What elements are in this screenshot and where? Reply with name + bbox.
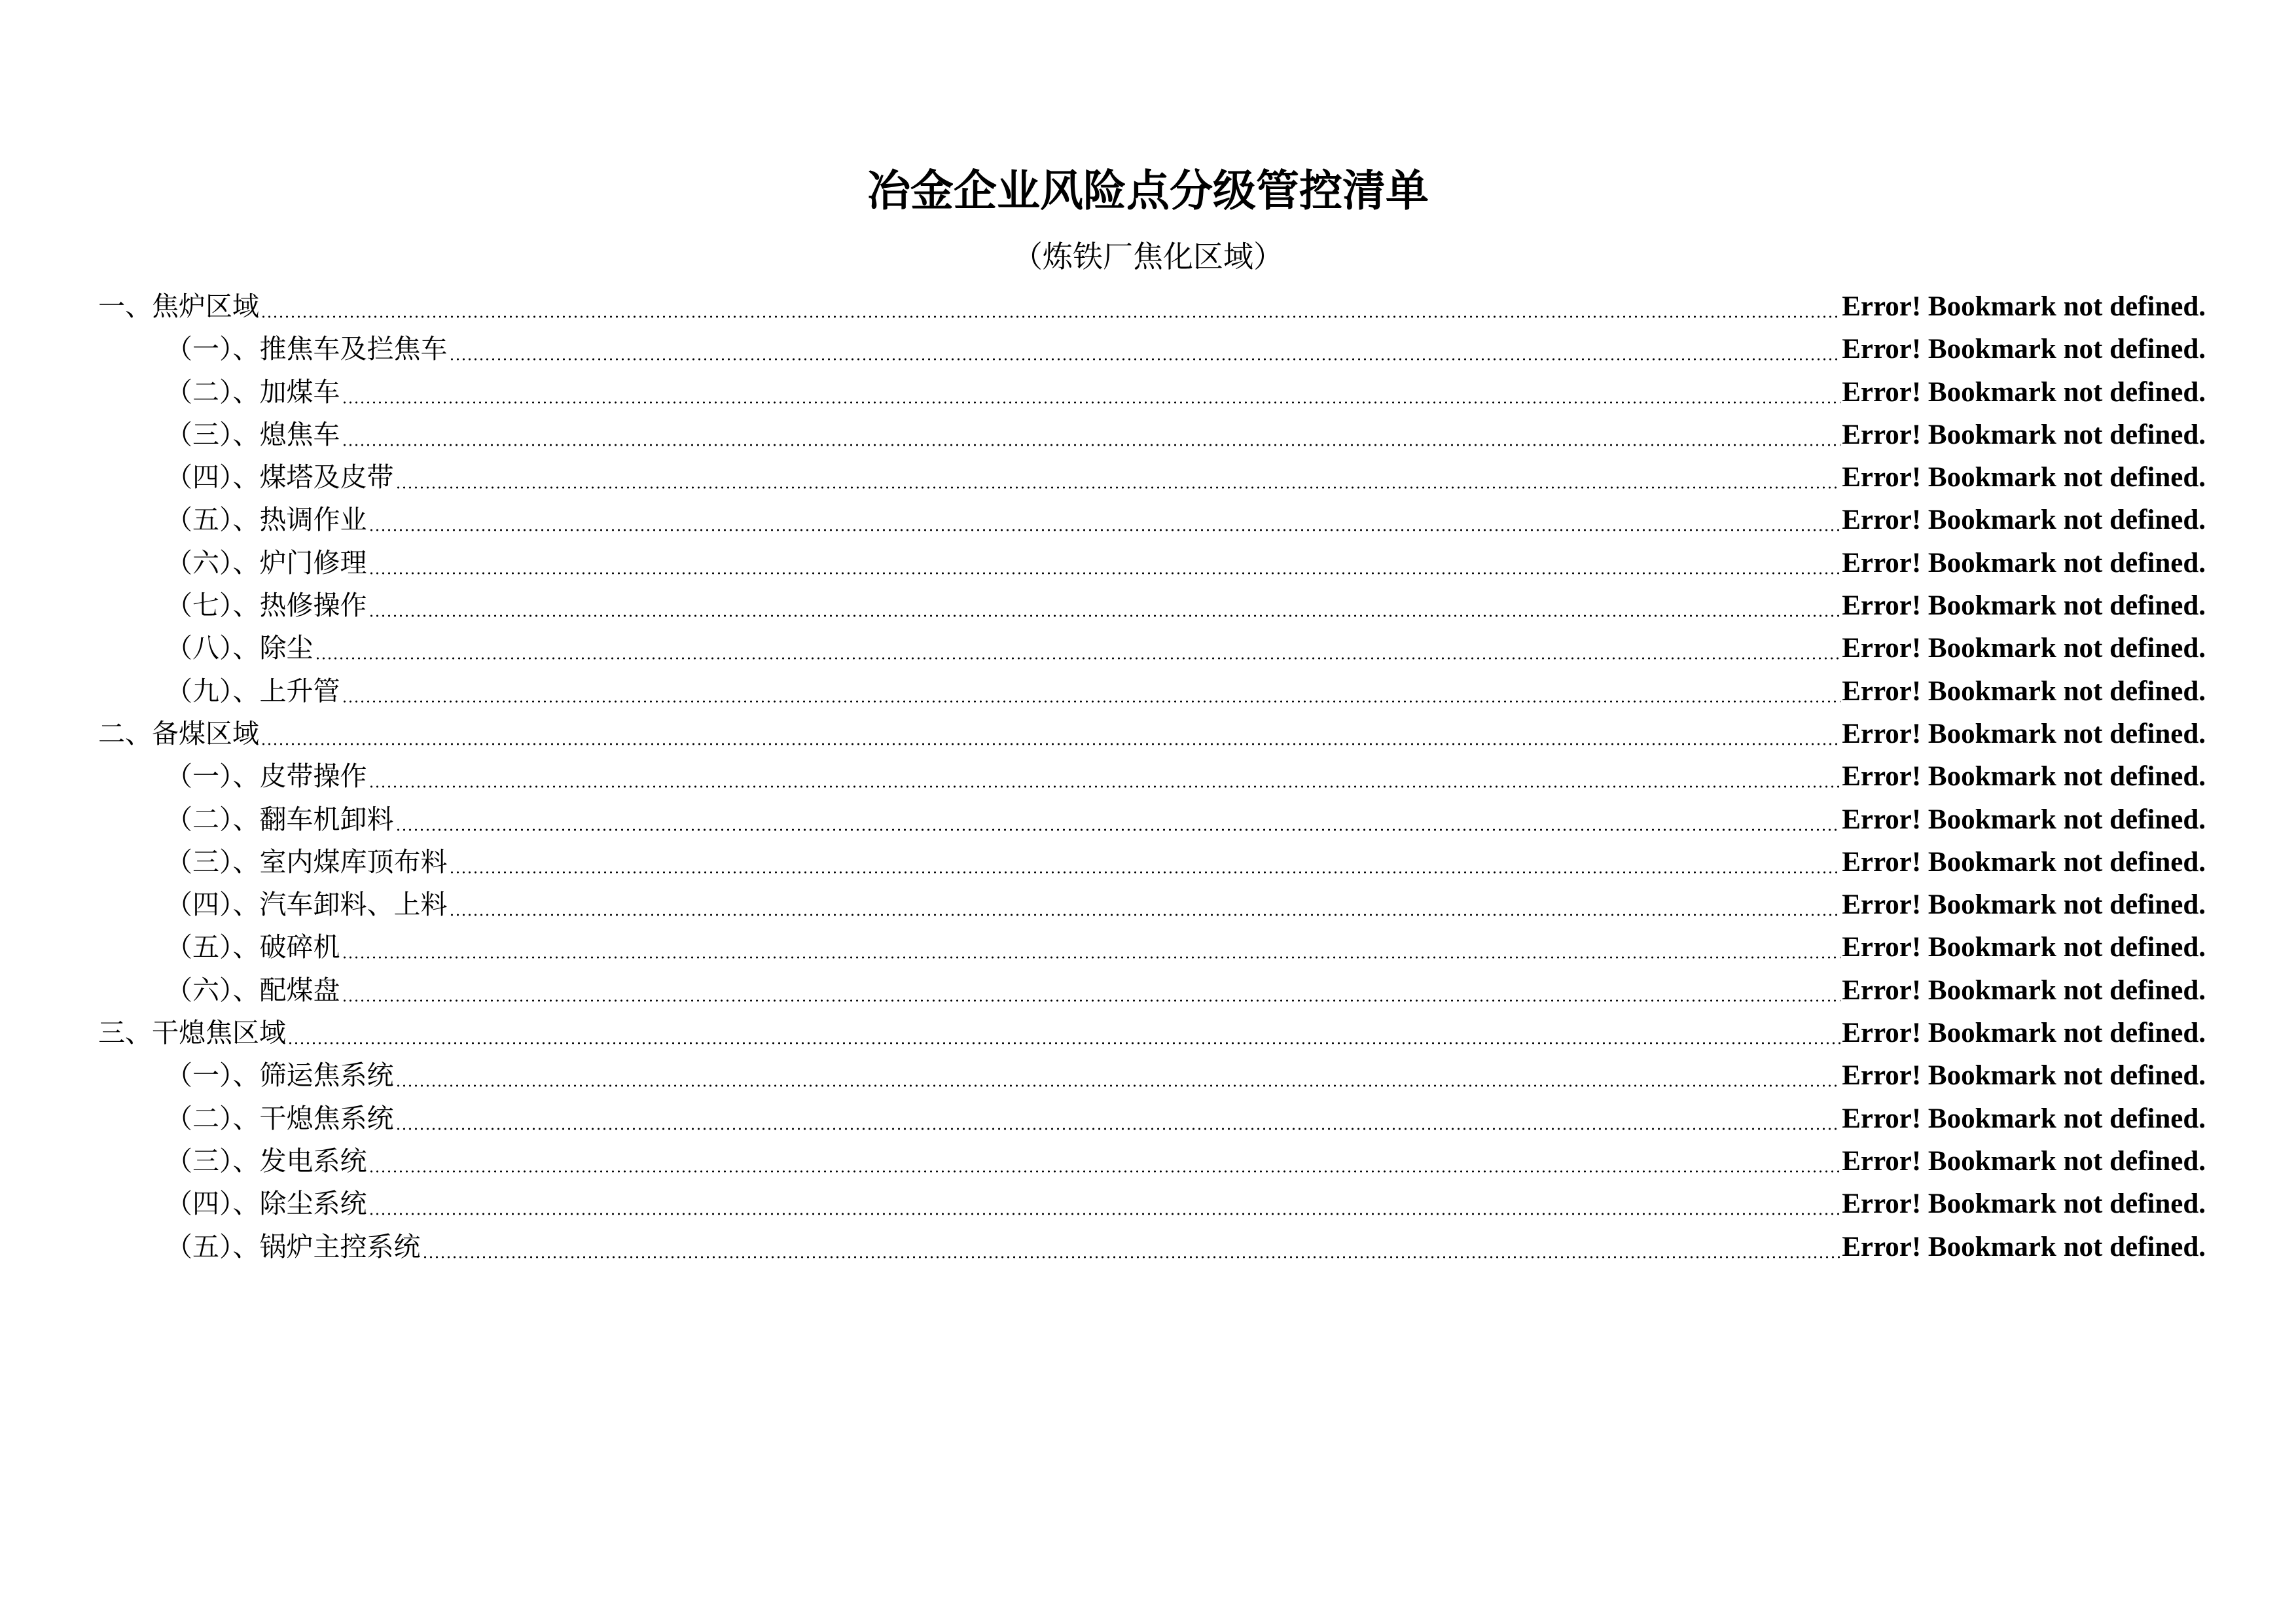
document-subtitle: （炼铁厂焦化区域） <box>1013 239 1283 274</box>
toc-entry-label: （六）、炉门修理 <box>166 546 367 579</box>
toc-dot-leader <box>315 627 1841 669</box>
toc-entry-label: （六）、配煤盘 <box>166 974 340 1006</box>
toc-page-reference: Error! Bookmark not defined. <box>1842 376 2206 408</box>
toc-entry-label: （一）、筛运焦系统 <box>166 1060 394 1092</box>
toc-subsection-entry[interactable] <box>98 1054 2206 1097</box>
toc-subsection-entry[interactable] <box>98 1097 2206 1140</box>
toc-page-reference: Error! Bookmark not defined. <box>1842 334 2206 365</box>
toc-entry-label: （四）、煤塔及皮带 <box>166 461 394 493</box>
toc-subsection-entry[interactable] <box>98 969 2206 1012</box>
toc-page-reference: Error! Bookmark not defined. <box>1842 1188 2206 1220</box>
toc-dot-leader <box>368 755 1841 798</box>
toc-dot-leader <box>395 798 1841 841</box>
toc-section-entry[interactable] <box>98 285 2206 328</box>
toc-dot-leader <box>342 371 1841 414</box>
toc-entry-label: （八）、除尘 <box>166 632 314 664</box>
toc-dot-leader <box>342 670 1841 713</box>
toc-page-reference: Error! Bookmark not defined. <box>1842 932 2206 963</box>
toc-dot-leader <box>422 1226 1841 1268</box>
toc-dot-leader <box>260 713 1840 755</box>
toc-dot-leader <box>449 883 1841 926</box>
toc-subsection-entry[interactable] <box>98 584 2206 627</box>
toc-subsection-entry[interactable] <box>98 798 2206 841</box>
toc-entry-label: （四）、汽车卸料、上料 <box>166 889 448 921</box>
toc-page-reference: Error! Bookmark not defined. <box>1842 419 2206 450</box>
toc-page-reference: Error! Bookmark not defined. <box>1842 291 2206 322</box>
toc-dot-leader <box>395 456 1841 499</box>
toc-subsection-entry[interactable] <box>98 883 2206 926</box>
toc-page-reference: Error! Bookmark not defined. <box>1842 761 2206 793</box>
document-title: 冶金企业风险点分级管控清单 <box>867 165 1429 216</box>
toc-page-reference: Error! Bookmark not defined. <box>1842 547 2206 579</box>
toc-entry-label: （一）、皮带操作 <box>166 760 367 793</box>
toc-subsection-entry[interactable] <box>98 670 2206 713</box>
toc-page-reference: Error! Bookmark not defined. <box>1842 633 2206 664</box>
toc-dot-leader <box>287 1012 1840 1054</box>
toc-page-reference: Error! Bookmark not defined. <box>1842 675 2206 707</box>
toc-dot-leader <box>395 1097 1841 1140</box>
toc-page-reference: Error! Bookmark not defined. <box>1842 1145 2206 1177</box>
toc-subsection-entry[interactable] <box>98 1226 2206 1268</box>
toc-subsection-entry[interactable] <box>98 1183 2206 1225</box>
toc-subsection-entry[interactable] <box>98 1140 2206 1183</box>
toc-entry-label: （四）、除尘系统 <box>166 1188 367 1220</box>
toc-entry-label: （二）、加煤车 <box>166 376 340 408</box>
toc-entry-label: （五）、热调作业 <box>166 504 367 536</box>
toc-page-reference: Error! Bookmark not defined. <box>1842 1103 2206 1134</box>
toc-page-reference: Error! Bookmark not defined. <box>1842 974 2206 1006</box>
toc-page-reference: Error! Bookmark not defined. <box>1842 718 2206 749</box>
toc-entry-label: 二、备煤区域 <box>98 717 259 749</box>
toc-section-entry[interactable] <box>98 713 2206 755</box>
toc-dot-leader <box>260 285 1840 328</box>
toc-page-reference: Error! Bookmark not defined. <box>1842 1018 2206 1049</box>
toc-subsection-entry[interactable] <box>98 456 2206 499</box>
toc-entry-label: （一）、推焦车及拦焦车 <box>166 333 448 365</box>
toc-entry-label: （二）、翻车机卸料 <box>166 803 394 835</box>
toc-page-reference: Error! Bookmark not defined. <box>1842 889 2206 921</box>
toc-subsection-entry[interactable] <box>98 542 2206 584</box>
toc-subsection-entry[interactable] <box>98 414 2206 456</box>
toc-entry-label: （三）、熄焦车 <box>166 418 340 450</box>
toc-dot-leader <box>342 926 1841 969</box>
table-of-contents <box>98 285 2206 1268</box>
toc-dot-leader <box>368 1183 1841 1225</box>
toc-page-reference: Error! Bookmark not defined. <box>1842 804 2206 835</box>
toc-page-reference: Error! Bookmark not defined. <box>1842 505 2206 536</box>
toc-page-reference: Error! Bookmark not defined. <box>1842 590 2206 622</box>
toc-subsection-entry[interactable] <box>98 627 2206 669</box>
toc-page-reference: Error! Bookmark not defined. <box>1842 846 2206 878</box>
toc-subsection-entry[interactable] <box>98 371 2206 414</box>
toc-page-reference: Error! Bookmark not defined. <box>1842 1060 2206 1092</box>
toc-page-reference: Error! Bookmark not defined. <box>1842 462 2206 493</box>
toc-entry-label: 三、干熄焦区域 <box>98 1017 286 1049</box>
toc-subsection-entry[interactable] <box>98 841 2206 883</box>
toc-dot-leader <box>449 841 1841 883</box>
toc-subsection-entry[interactable] <box>98 755 2206 798</box>
toc-subsection-entry[interactable] <box>98 926 2206 969</box>
toc-page-reference: Error! Bookmark not defined. <box>1842 1231 2206 1262</box>
toc-dot-leader <box>368 542 1841 584</box>
toc-entry-label: （三）、室内煤库顶布料 <box>166 846 448 878</box>
toc-dot-leader <box>368 499 1841 541</box>
toc-dot-leader <box>368 584 1841 627</box>
toc-section-entry[interactable] <box>98 1012 2206 1054</box>
toc-subsection-entry[interactable] <box>98 328 2206 370</box>
toc-dot-leader <box>342 414 1841 456</box>
toc-subsection-entry[interactable] <box>98 499 2206 541</box>
toc-entry-label: （三）、发电系统 <box>166 1145 367 1177</box>
toc-dot-leader <box>395 1054 1841 1097</box>
toc-dot-leader <box>449 328 1841 370</box>
toc-dot-leader <box>342 969 1841 1012</box>
toc-entry-label: 一、焦炉区域 <box>98 291 259 322</box>
toc-entry-label: （二）、干熄焦系统 <box>166 1102 394 1134</box>
toc-entry-label: （五）、破碎机 <box>166 931 340 963</box>
toc-entry-label: （七）、热修操作 <box>166 590 367 622</box>
toc-dot-leader <box>368 1140 1841 1183</box>
toc-entry-label: （五）、锅炉主控系统 <box>166 1230 421 1262</box>
toc-entry-label: （九）、上升管 <box>166 675 340 707</box>
